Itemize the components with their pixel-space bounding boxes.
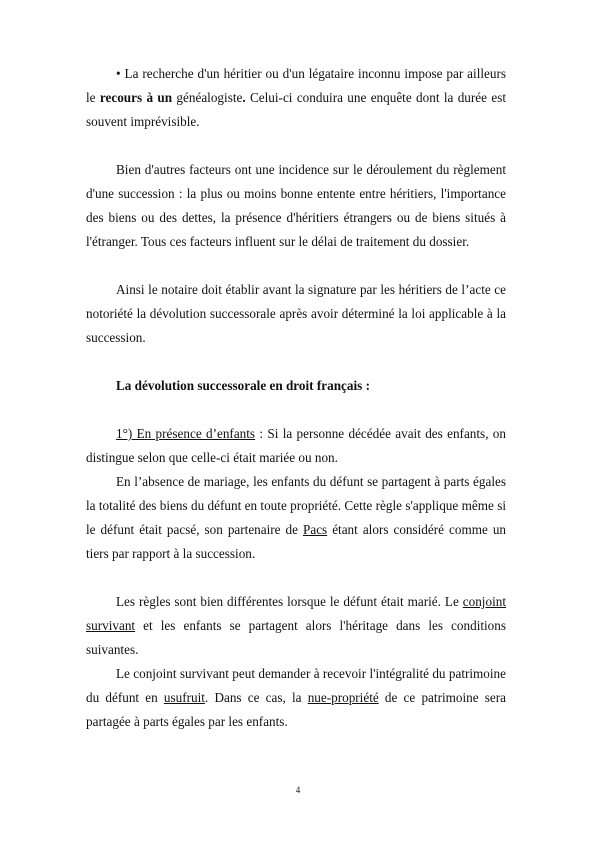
text-run: et les enfants se partagent alors l'héritage dans les conditions suivantes.	[86, 618, 506, 657]
text-run: . Dans ce cas, la	[204, 690, 308, 705]
paragraph-no-marriage	[86, 470, 506, 566]
paragraph-notary: Ainsi le notaire doit établir avant la signature par les héritiers de l’acte ce notoriété la dévolution successorale après avoir déterminé la loi applicable à la succession.	[86, 282, 506, 345]
text-run: En l’absence de mariage, les enfants du défunt se partagent à parts égales la totalité des biens du défunt en toute propriété. Cette règle s'applique même si le défunt était pacsé, son partenaire de	[86, 474, 506, 537]
text-run: Celui-ci conduira une enquête dont la durée est souvent imprévisible.	[86, 90, 506, 129]
underlined-text: Pacs	[303, 522, 328, 537]
text-run: • La recherche d'un héritier ou d'un légataire inconnu impose par ailleurs le	[86, 66, 506, 105]
bold-text: .	[242, 90, 246, 105]
text-run: : Si la personne décédée avait des enfants, on distingue selon que celle-ci était mariée ou non.	[86, 426, 506, 465]
spacer	[86, 350, 506, 374]
underlined-text: 1°) En présence d’enfants	[116, 426, 256, 441]
underlined-text: usufruit	[163, 690, 205, 705]
text-run: Les règles sont bien différentes lorsque le défunt était marié. Le	[116, 594, 463, 609]
paragraph-factors: Bien d'autres facteurs ont une incidence sur le déroulement du règlement d'une succession : la plus ou moins bonne entente entre héritiers, l'importance des biens ou des dettes, la présence d'héritiers étrangers ou de biens situés à l'étranger. Tous ces facteurs influent sur le délai de traitement du dossier.	[86, 162, 506, 249]
bold-text: recours à un	[99, 90, 173, 105]
underlined-text: nue-propriété	[307, 690, 379, 705]
underlined-text: conjoint survivant	[86, 594, 506, 633]
document-page	[86, 62, 506, 734]
text-run: étant alors considéré comme un tiers par rapport à la succession.	[86, 522, 507, 561]
paragraph-children	[86, 422, 506, 470]
spacer	[86, 398, 506, 422]
text-run: de ce patrimoine sera partagée à parts égales par les enfants.	[86, 690, 507, 729]
paragraph-married	[86, 590, 506, 662]
spacer	[86, 254, 506, 278]
spacer	[86, 134, 506, 158]
paragraph-usufruct	[86, 662, 506, 734]
paragraph-genealogist	[86, 62, 506, 134]
text-run: Le conjoint survivant peut demander à recevoir l'intégralité du patrimoine du défunt en	[86, 666, 506, 705]
section-heading: La dévolution successorale en droit français :	[116, 378, 370, 393]
text-run: généalogiste	[172, 90, 243, 105]
spacer	[86, 566, 506, 590]
page-number: 4	[295, 785, 301, 795]
